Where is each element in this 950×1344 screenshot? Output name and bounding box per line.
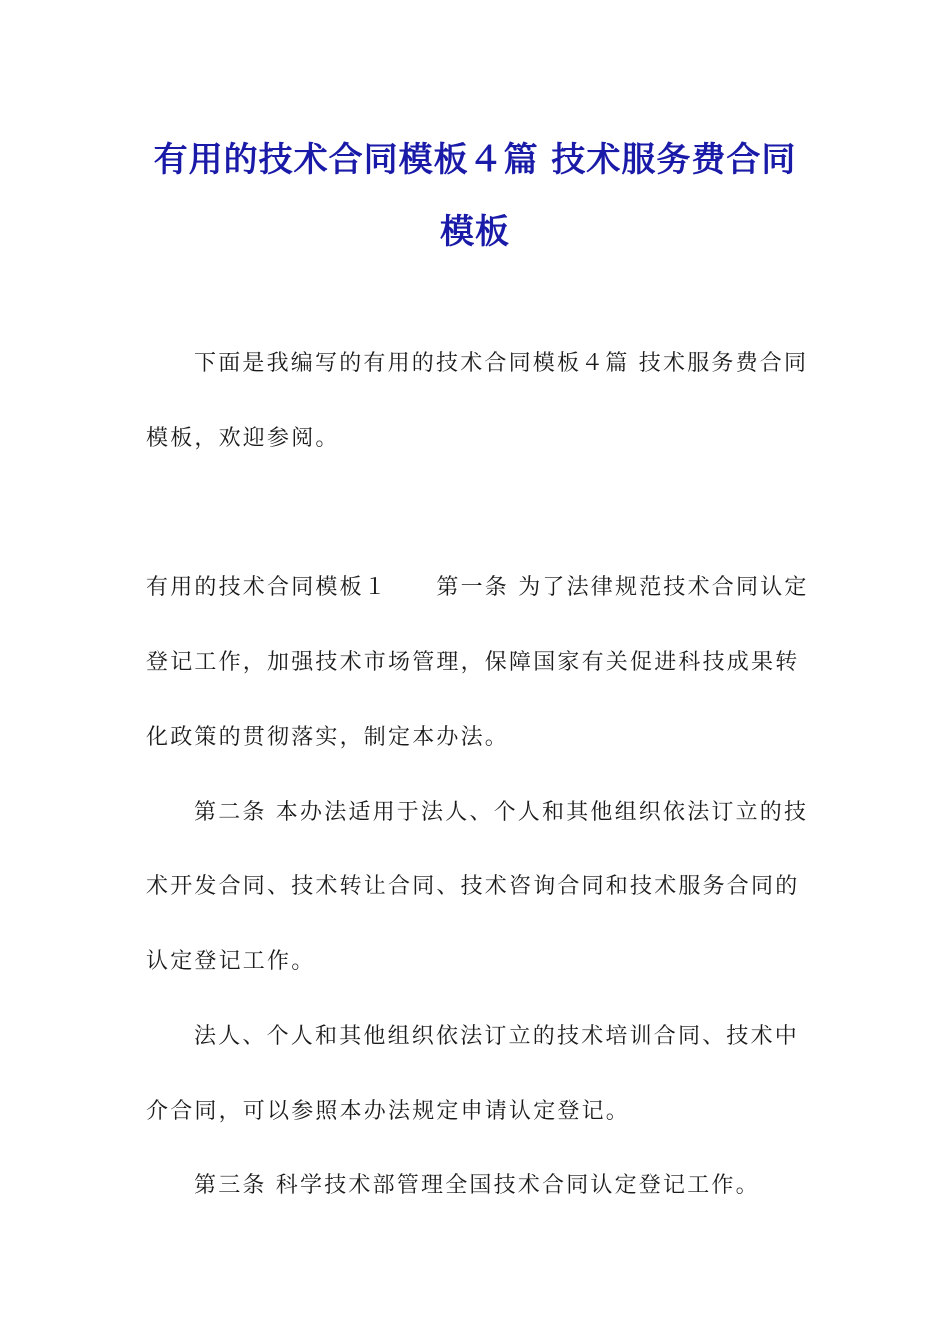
article-2-line-2: 术开发合同、技术转让合同、技术咨询合同和技术服务合同的 [146, 874, 800, 899]
article-3-line-1: 第三条 科学技术部管理全国技术合同认定登记工作。 [194, 1173, 760, 1198]
article-2-line-1: 第二条 本办法适用于法人、个人和其他组织依法订立的技 [194, 800, 809, 825]
paragraph-line-1: 法人、个人和其他组织依法订立的技术培训合同、技术中 [194, 1024, 800, 1049]
paragraph-line-2: 介合同，可以参照本办法规定申请认定登记。 [146, 1099, 631, 1124]
article-1-line-1: 有用的技术合同模板１ 第一条 为了法律规范技术合同认定 [146, 575, 809, 600]
article-1-line-3: 化政策的贯彻落实，制定本办法。 [146, 725, 510, 750]
intro-line-2: 模板，欢迎参阅。 [146, 426, 340, 451]
intro-line-1: 下面是我编写的有用的技术合同模板４篇 技术服务费合同 [194, 351, 809, 376]
article-2-line-3: 认定登记工作。 [146, 949, 316, 974]
document-title-line-2: 模板 [440, 212, 510, 252]
article-1-line-2: 登记工作，加强技术市场管理，保障国家有关促进科技成果转 [146, 650, 800, 675]
document-title-line-1: 有用的技术合同模板４篇 技术服务费合同 [153, 140, 797, 180]
